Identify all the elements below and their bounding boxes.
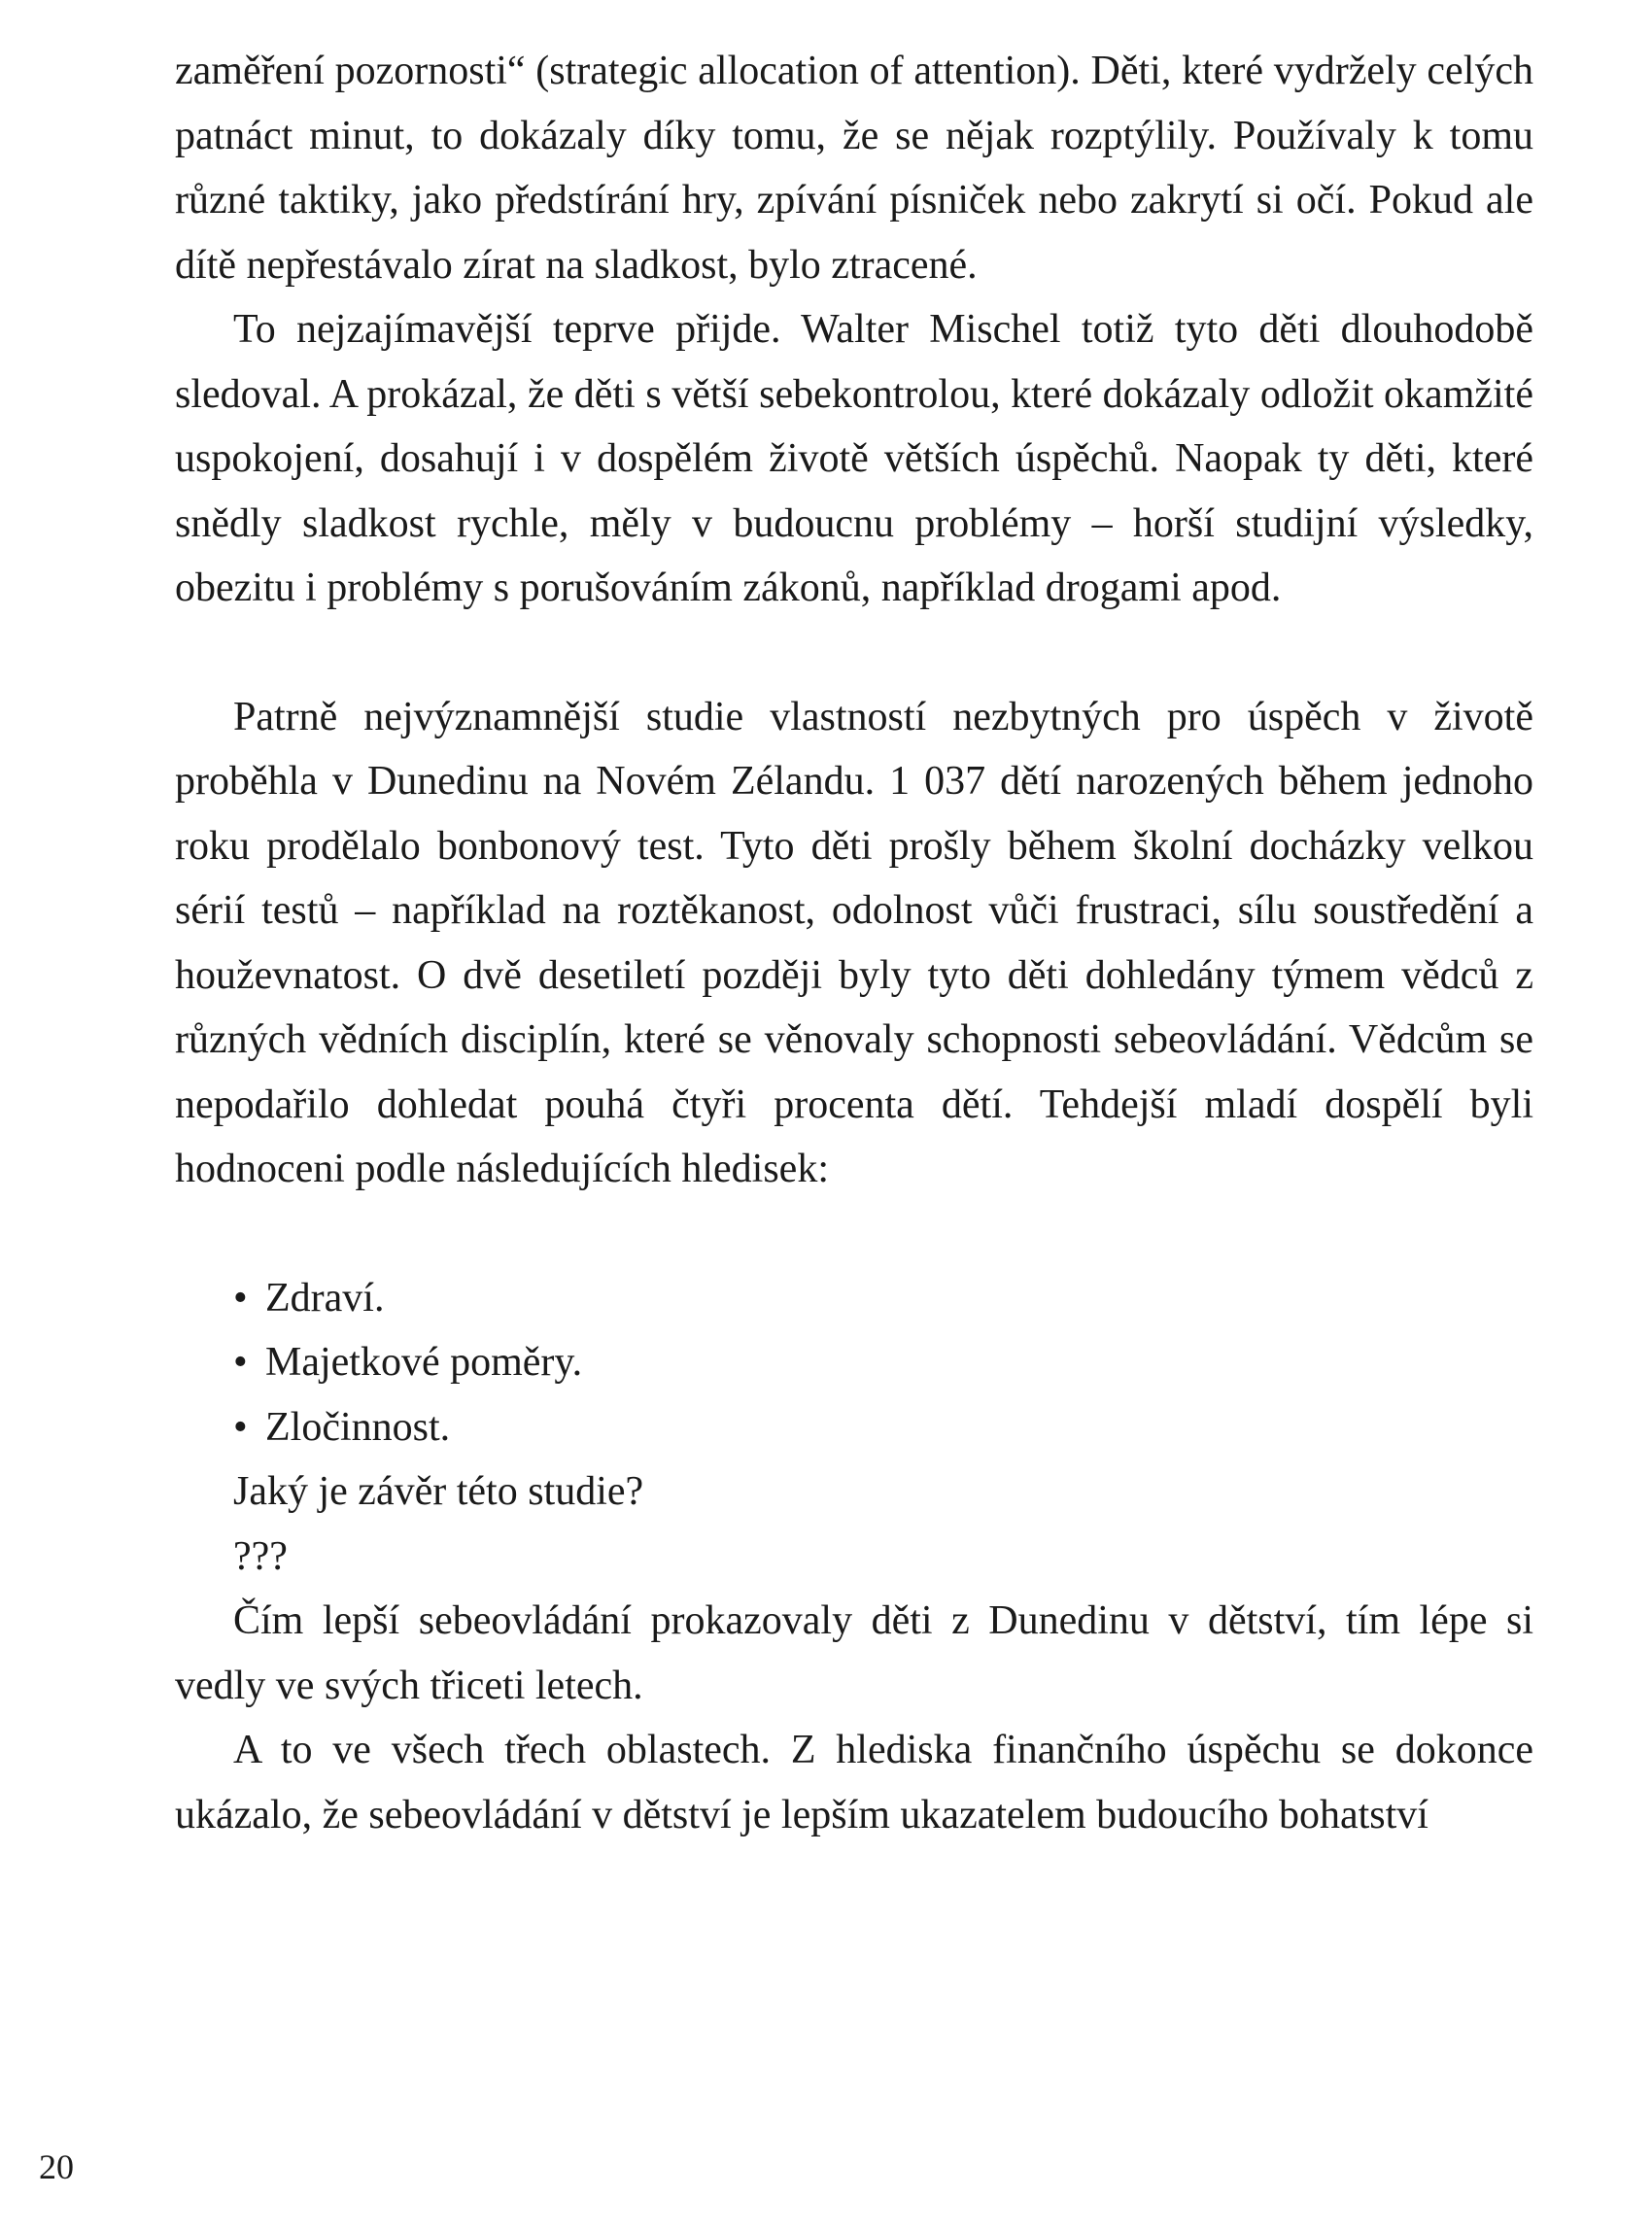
paragraph-1: zaměření pozornosti“ (strategic allocation of attention). Děti, které vydržely celých patnáct minut, to dokázaly díky tomu, že se nějak rozptýlily. Používaly k tomu různé taktiky, jako předstírání hry, zpívání písniček nebo zakrytí si očí. Pokud ale dítě nepřestávalo zírat na sladkost, bylo ztracené. (175, 49, 1533, 288)
list-item-text: Zdraví. (265, 1275, 385, 1321)
bullet-icon: • (233, 1275, 248, 1321)
paragraph-4: Čím lepší sebeovládání prokazovaly děti z Dunedinu v dětství, tím lépe si vedly ve svých třiceti letech. (175, 1598, 1533, 1708)
question-marks: ??? (233, 1533, 288, 1579)
paragraph-2: To nejzajímavější teprve přijde. Walter Mischel totiž tyto děti dlouhodobě sledoval. A prokázal, že děti s větší sebekontrolou, které dokázaly odložit okamžité uspokojení, dosahují i v dospělém životě větších úspěchů. Naopak ty děti, které snědly sladkost rychle, měly v budoucnu problémy – horší studijní výsledky, obezitu i problémy s porušováním zákonů, například drogami apod. (175, 307, 1533, 610)
bullet-icon: • (233, 1340, 248, 1385)
bullet-icon: • (233, 1404, 248, 1450)
list-item (233, 1395, 1533, 1460)
list-item (233, 1266, 1533, 1331)
bullet-list (175, 1266, 1533, 1460)
page-number: 20 (39, 2147, 74, 2186)
paragraph-3: Patrně nejvýznamnější studie vlastností nezbytných pro úspěch v životě proběhla v Dunedinu na Novém Zélandu. 1 037 dětí narozených během jednoho roku prodělalo bonbonový test. Tyto děti prošly během školní docházky velkou sérií testů – například na roztěkanost, odolnost vůči frustraci, sílu soustředění a houževnatost. O dvě desetiletí později byly tyto děti dohledány týmem vědců z různých vědních disciplín, které se věnovaly schopnosti sebeovládání. Vědcům se nepodařilo dohledat pouhá čtyři procenta dětí. Tehdejší mladí dospělí byli hodnoceni podle následujících hledisek: (175, 694, 1533, 1191)
question-line: Jaký je závěr této studie? (233, 1469, 644, 1514)
list-item-text: Majetkové poměry. (265, 1340, 583, 1385)
paragraph-5: A to ve všech třech oblastech. Z hlediska finančního úspěchu se dokonce ukázalo, že sebeovládání v dětství je lepším ukazatelem budoucího bohatství (175, 1728, 1533, 1837)
page-body (175, 39, 1533, 1847)
list-item (233, 1330, 1533, 1395)
list-item-text: Zločinnost. (265, 1404, 451, 1450)
